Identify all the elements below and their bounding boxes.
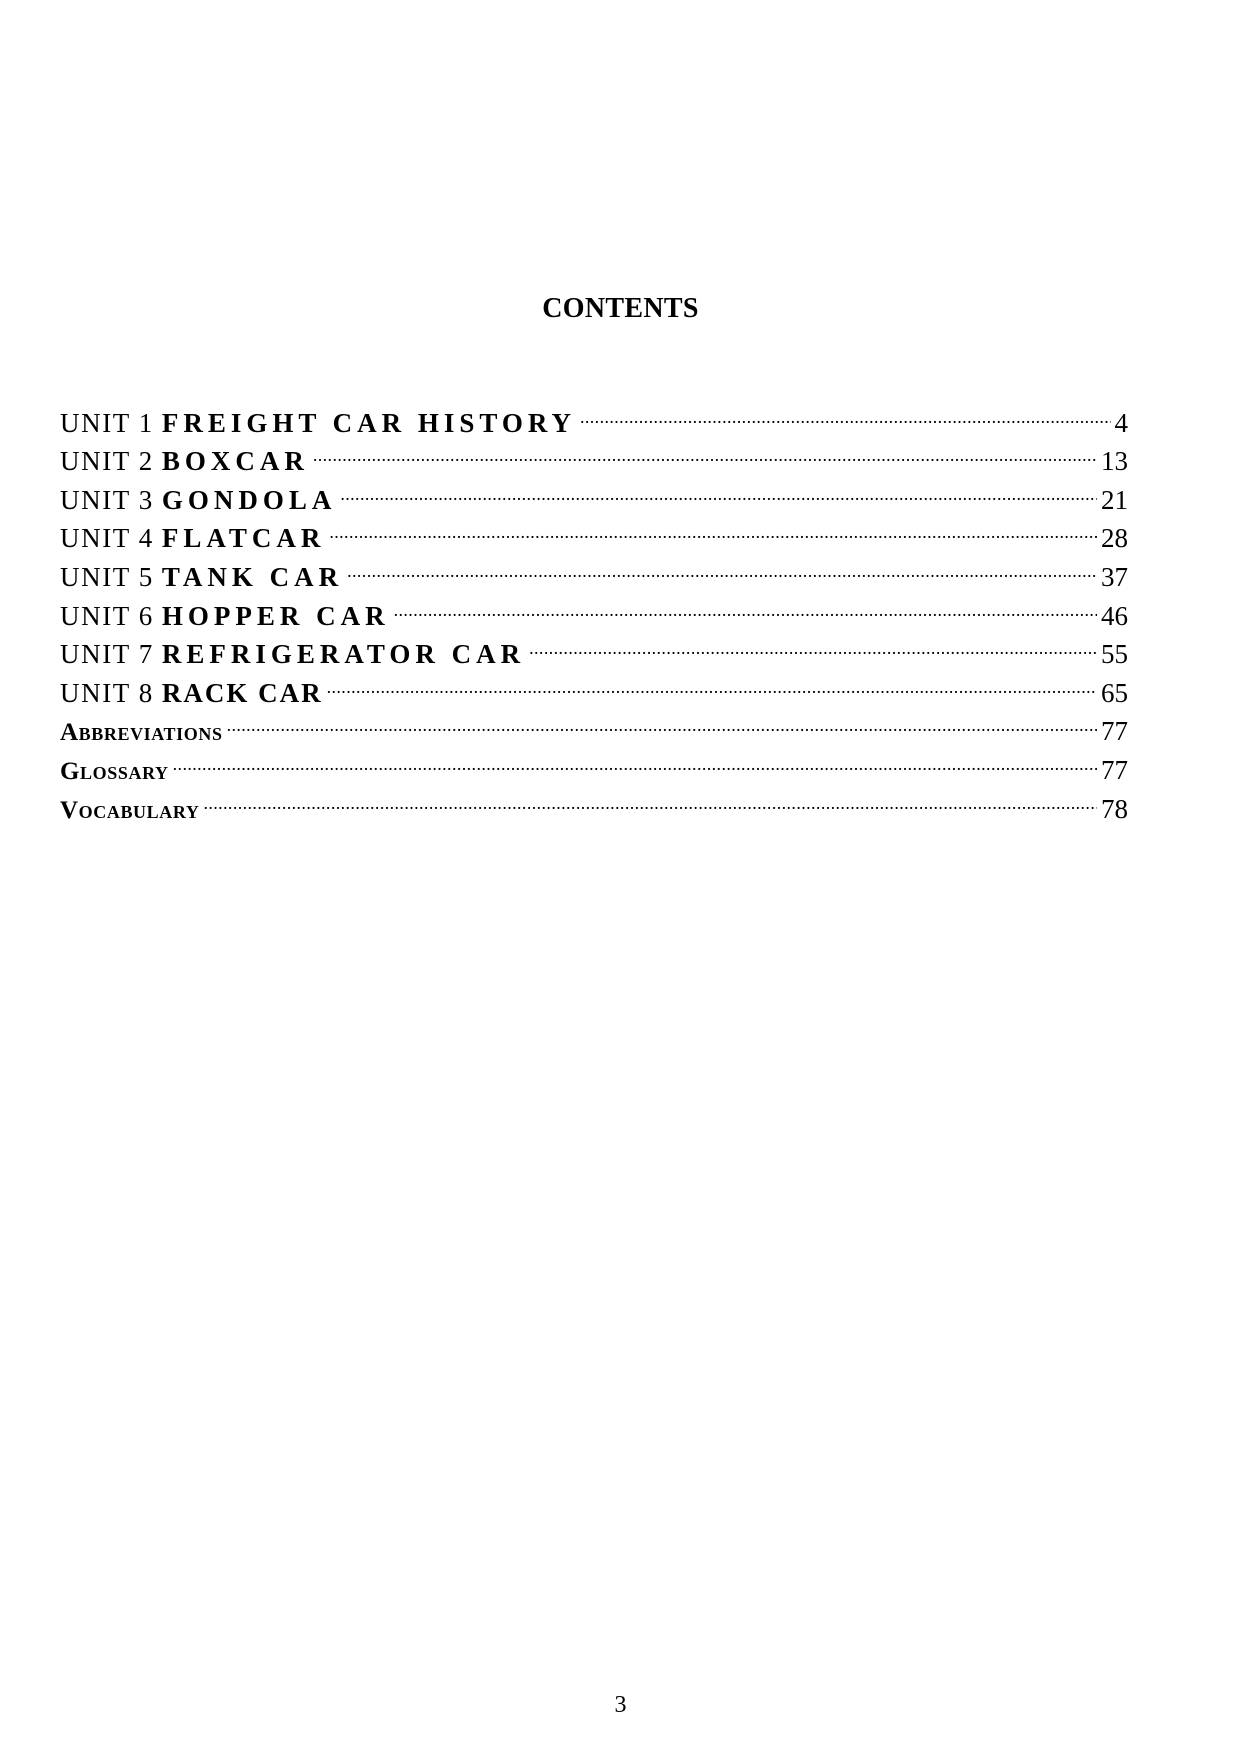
page-number: 55 <box>1101 639 1128 670</box>
toc-entry-glossary[interactable] <box>60 740 1128 785</box>
unit-title: RACK CAR <box>161 677 323 708</box>
unit-number: UNIT 2 <box>60 446 154 477</box>
page-number: 78 <box>1101 793 1128 824</box>
section-title: Abbreviations <box>60 719 223 747</box>
unit-number: UNIT 6 <box>60 600 154 631</box>
unit-number: UNIT 3 <box>60 484 154 515</box>
unit-number: UNIT 1 <box>60 407 154 438</box>
toc-entry-vocabulary[interactable] <box>60 779 1128 824</box>
section-title: Vocabulary <box>60 796 200 824</box>
section-title: Glossary <box>60 757 169 785</box>
unit-title: REFRIGERATOR CAR <box>161 639 526 670</box>
unit-title: TANK CAR <box>161 561 344 592</box>
dot-leader <box>580 393 1111 432</box>
unit-number: UNIT 5 <box>60 561 154 592</box>
page-title: CONTENTS <box>542 293 699 324</box>
table-of-contents <box>60 393 1128 824</box>
toc-entry-unit-1[interactable] <box>60 393 1128 438</box>
page-number: 65 <box>1101 677 1128 708</box>
page-number: 4 <box>1114 407 1128 438</box>
dot-leader <box>313 432 1097 471</box>
page-number: 21 <box>1101 484 1128 515</box>
page-number: 77 <box>1101 754 1128 785</box>
dot-leader <box>394 586 1097 625</box>
unit-title: FREIGHT CAR HISTORY <box>161 407 576 438</box>
page-number: 46 <box>1101 600 1128 631</box>
dot-leader <box>329 509 1097 548</box>
unit-number: UNIT 4 <box>60 523 154 554</box>
page-number: 13 <box>1101 446 1128 477</box>
unit-title: BOXCAR <box>161 446 309 477</box>
unit-number: UNIT 7 <box>60 639 154 670</box>
page-number: 77 <box>1101 716 1128 747</box>
unit-title: FLATCAR <box>161 523 326 554</box>
unit-title: HOPPER CAR <box>161 600 390 631</box>
unit-number: UNIT 8 <box>60 677 154 708</box>
page-folio: 3 <box>614 1692 627 1718</box>
dot-leader <box>340 470 1097 509</box>
dot-leader <box>347 547 1097 586</box>
dot-leader <box>327 663 1097 702</box>
dot-leader <box>529 625 1097 664</box>
unit-title: GONDOLA <box>161 484 337 515</box>
dot-leader <box>227 702 1097 741</box>
dot-leader <box>173 740 1097 779</box>
page-number: 28 <box>1101 523 1128 554</box>
dot-leader <box>203 779 1097 818</box>
page-number: 37 <box>1101 561 1128 592</box>
